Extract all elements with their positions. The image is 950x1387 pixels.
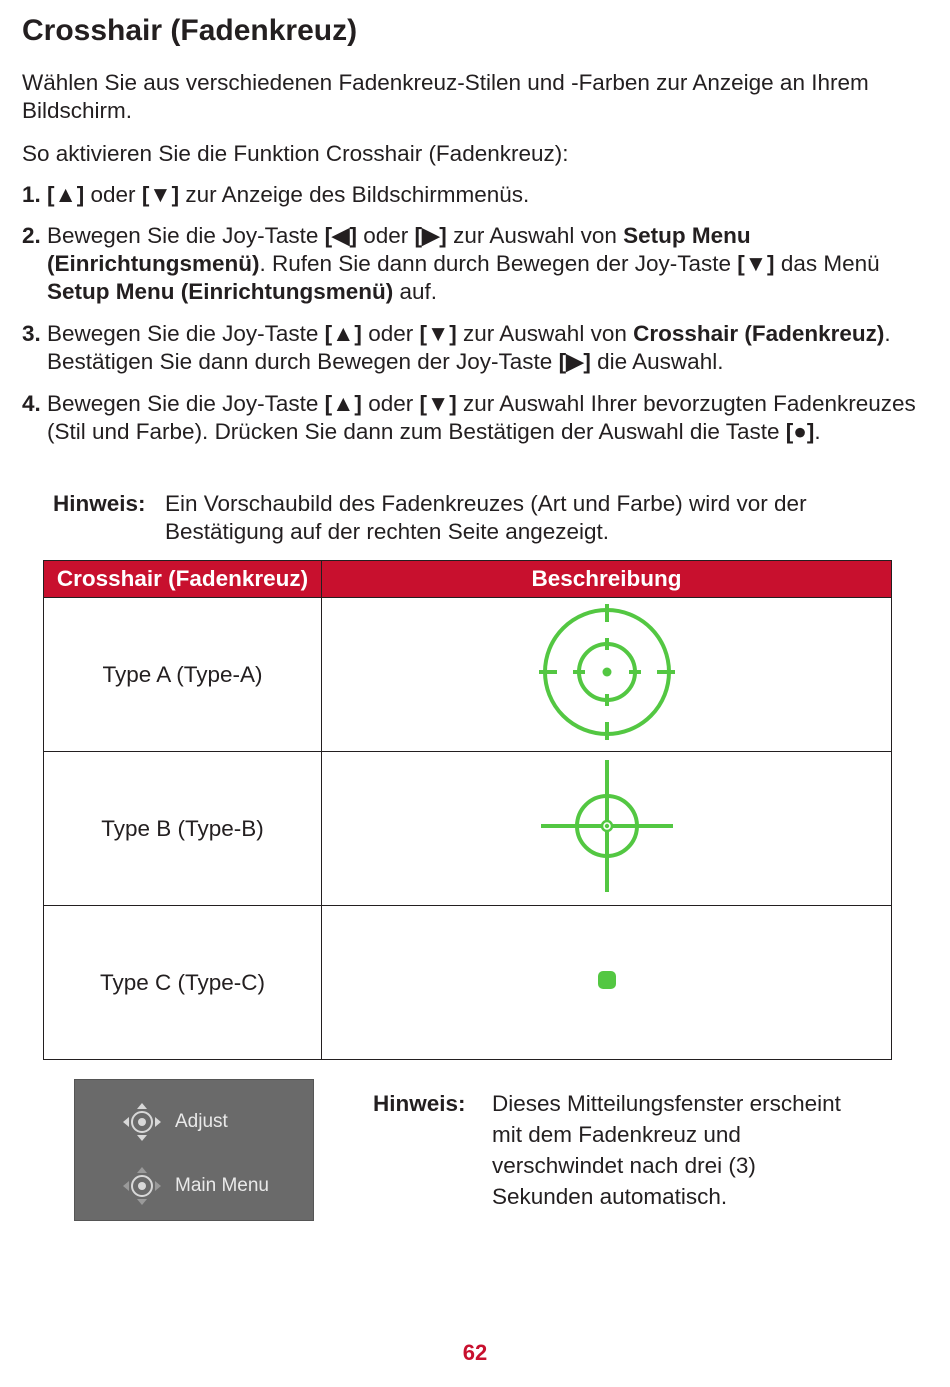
type-c-preview [322,906,892,1060]
step-number: 2. [22,223,41,248]
joystick-icon [121,1101,163,1143]
up-key: [▲] [324,391,362,416]
press-key: [●] [785,419,815,444]
up-key: [▲] [324,321,362,346]
step-text: Bewegen Sie die Joy-Taste [47,223,325,248]
type-c-label: Type C (Type-C) [44,906,322,1060]
step-1 [22,181,922,209]
step-text: zur Auswahl von [456,321,634,346]
step-2 [22,222,922,306]
page-number: 62 [462,1340,488,1365]
step-text: . Rufen Sie dann durch Bewegen der Joy-Taste [259,251,738,276]
crosshair-type-c-icon [592,965,622,995]
step-number: 4. [22,391,41,416]
activate-paragraph: So aktivieren Sie die Funktion Crosshair (Fadenkreuz): [22,141,569,166]
up-key: [▲] [47,182,85,207]
header-crosshair: Crosshair (Fadenkreuz) [44,561,322,598]
step-text: . [814,419,821,444]
step-number: 3. [22,321,41,346]
page-title: Crosshair (Fadenkreuz) [22,14,358,47]
step-text: oder [356,223,415,248]
note-message-window [373,1088,853,1212]
right-key: [▶] [558,349,591,374]
step-text: Bewegen Sie die Joy-Taste [47,391,325,416]
note-label: Hinweis: [53,491,146,516]
step-number: 1. [22,182,41,207]
down-key: [▼] [419,391,457,416]
step-3 [22,320,922,376]
step-text: zur Auswahl Ihrer bevorzugten Fadenkreuzes (Stil und Farbe). Drücken Sie dann zum Bestätigen der Auswahl die Taste [47,391,916,444]
osd-adjust-label: Adjust [175,1111,228,1132]
joystick-press-icon [121,1165,163,1207]
step-text: zur Anzeige des Bildschirmmenüs. [179,182,530,207]
step-text: oder [84,182,142,207]
crosshair-type-a-icon [537,602,677,742]
header-description: Beschreibung [322,561,892,598]
step-text: oder [361,391,420,416]
right-key: [▶] [414,223,447,248]
note-preview [53,490,913,546]
type-a-preview [322,598,892,752]
step-text: das Menü [774,251,880,276]
note-text: Ein Vorschaubild des Fadenkreuzes (Art und Farbe) wird vor der Bestätigung auf der rechten Seite angezeigt. [165,491,807,544]
step-text: oder [361,321,420,346]
note-label: Hinweis: [373,1091,466,1116]
step-text: Bewegen Sie die Joy-Taste [47,321,325,346]
left-key: [◀] [324,223,357,248]
table-header-row [44,561,892,598]
osd-message-window [74,1079,314,1221]
step-text: die Auswahl. [590,349,724,374]
type-a-label: Type A (Type-A) [44,598,322,752]
osd-adjust-row [121,1102,228,1142]
osd-main-menu-label: Main Menu [175,1175,269,1196]
crosshair-table [43,560,892,1060]
table-row [44,598,892,752]
type-b-preview [322,752,892,906]
step-text: auf. [393,279,438,304]
intro-paragraph: Wählen Sie aus verschiedenen Fadenkreuz-Stilen und -Farben zur Anzeige an Ihrem Bildschirm. [22,70,869,123]
table-row [44,752,892,906]
setup-menu-term: Setup Menu (Einrichtungsmenü) [47,223,751,276]
crosshair-term: Crosshair (Fadenkreuz) [633,321,885,346]
step-text: . Bestätigen Sie dann durch Bewegen der Joy-Taste [47,321,891,374]
note-text: Dieses Mitteilungsfenster erscheint mit dem Fadenkreuz und verschwindet nach drei (3) Sekunden automatisch. [492,1091,841,1209]
down-key: [▼] [141,182,180,207]
setup-menu-term: Setup Menu (Einrichtungsmenü) [47,279,394,304]
type-b-label: Type B (Type-B) [44,752,322,906]
osd-main-menu-row [121,1166,269,1206]
crosshair-type-b-icon [537,756,677,896]
down-key: [▼] [419,321,457,346]
down-key: [▼] [737,251,775,276]
step-4 [22,390,922,446]
table-row [44,906,892,1060]
step-text: zur Auswahl von [446,223,624,248]
